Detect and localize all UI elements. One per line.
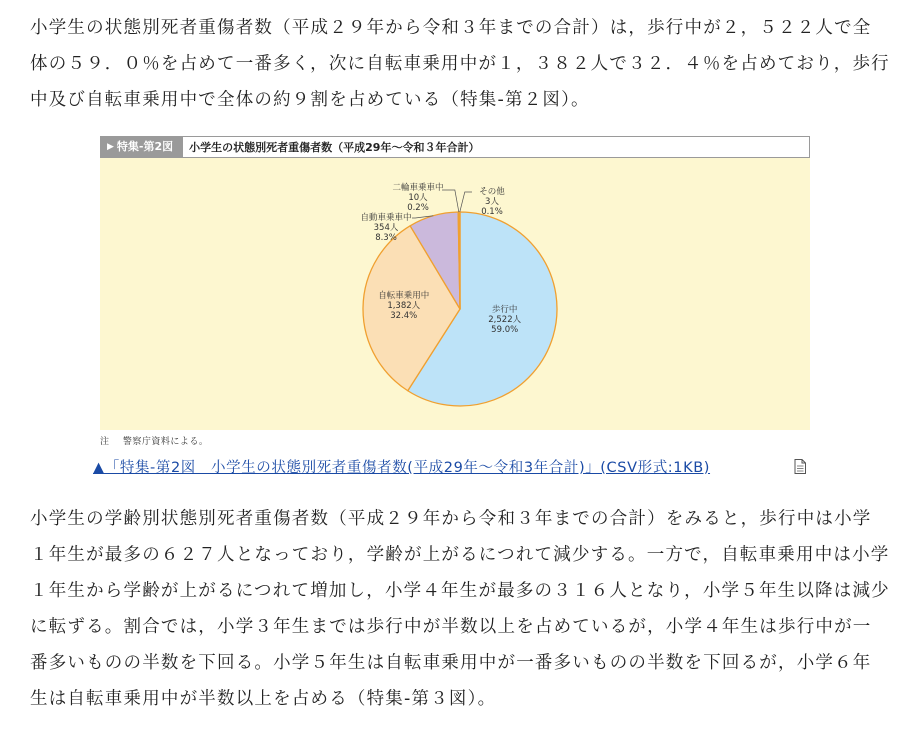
pie-chart [100, 136, 810, 430]
leader-line-other [460, 192, 472, 212]
slice-label-other-count: 3人 [485, 197, 499, 207]
figure-note [100, 434, 208, 447]
figure-tag [101, 137, 183, 157]
csv-download-link[interactable]: ▲「特集-第2図 小学生の状態別死者重傷者数(平成29年～令和3年合計)」(CSV形式:1KB) [93, 460, 711, 476]
slice-label-car-count: 354人 [373, 223, 399, 233]
intro-paragraph: 小学生の状態別死者重傷者数（平成２９年から令和３年までの合計）は，歩行中が２，５２２人で全体の５９．０％を占めて一番多く，次に自転車乗用中が１，３８２人で３２．４％を占めており，歩行中及び自転車乗用中で全体の約９割を占めている（特集-第２図）。 [30, 18, 890, 110]
slice-label-motorcycle-count: 10人 [408, 193, 428, 203]
slice-label-bicycle-name: 自転車乗用中 [378, 291, 430, 302]
slice-label-other-percent: 0.1% [481, 207, 503, 217]
leader-line-motorcycle [442, 190, 459, 212]
triangle-right-icon: ▶ [107, 142, 114, 152]
figure-tag-label: 特集-第2図 [116, 140, 174, 153]
note-mark: 注 [100, 437, 110, 447]
slice-label-other-name: その他 [479, 187, 505, 197]
slice-label-motorcycle-percent: 0.2% [407, 203, 429, 213]
document-icon[interactable] [794, 459, 806, 474]
second-paragraph: 小学生の学齢別状態別死者重傷者数（平成２９年から令和３年までの合計）をみると，歩行中は小学１年生が最多の６２７人となっており，学齢が上がるにつれて減少する。一方で，自転車乗用中は小学１年生から学齢が上がるにつれて増加し，小学４年生が最多の３１６人となり，小学５年生以降は減少に転ずる。割合では，小学３年生までは歩行中が半数以上を占めているが，小学４年生は歩行中が一番多いものの半数を下回る。小学５年生は自転車乗用中が一番多いものの半数を下回るが，小学６年生は自転車乗用中が半数以上を占める（特集-第３図）。 [30, 509, 890, 709]
slice-label-car-name: 自動車乗車中 [360, 213, 412, 223]
figure-panel [100, 136, 810, 430]
slice-label-motorcycle-name: 二輪車乗車中 [392, 183, 444, 193]
slice-label-car-percent: 8.3% [375, 233, 397, 243]
slice-label-bicycle-count: 1,382人 [387, 301, 421, 312]
note-text: 警察庁資料による。 [122, 437, 209, 447]
figure-title: 小学生の状態別死者重傷者数（平成29年～令和３年合計） [189, 141, 480, 154]
slice-label-walking-count: 2,522人 [488, 315, 522, 326]
slice-label-bicycle-percent: 32.4% [390, 311, 418, 322]
slice-label-walking-percent: 59.0% [491, 325, 519, 336]
slice-label-walking-name: 歩行中 [491, 305, 518, 316]
figure-header [100, 136, 810, 158]
